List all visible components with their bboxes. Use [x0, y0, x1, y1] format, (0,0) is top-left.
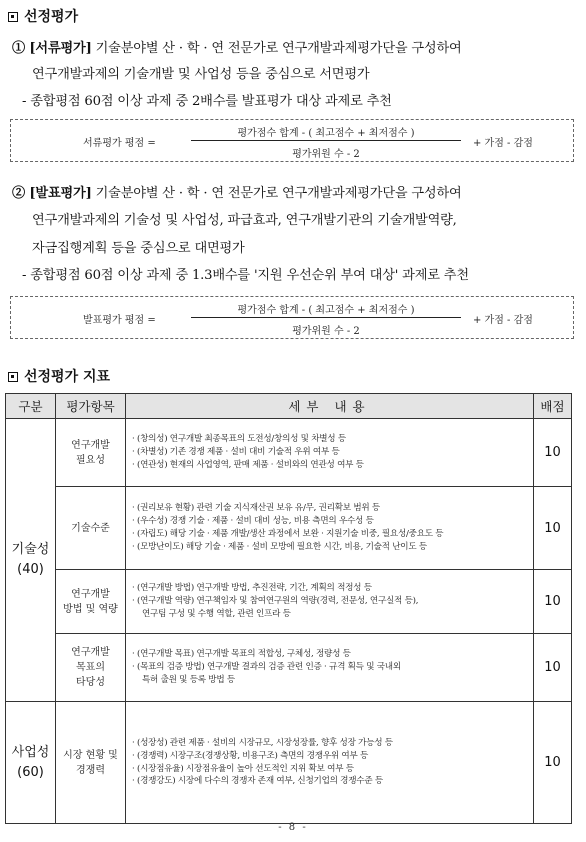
detail-cell: · (연구개발 목표) 연구개발 목표의 적합성, 구체성, 정량성 등 · (목표의 검증 방법) 연구개발 결과의 검증 관련 인증 · 규격 획득 및 국내외 특허 출원 및 등록 방법 등: [126, 634, 534, 702]
presentation-review-line3: 자금집행계획 등을 중심으로 대면평가: [32, 241, 245, 256]
document-review-line1: ① [서류평가] 기술분야별 산 · 학 · 연 전문가로 연구개발과제평가단을 구성하여: [12, 41, 462, 56]
score-cell: 10: [534, 702, 572, 824]
detail-cell: · (권리보유 현황) 관련 기술 지식재산권 보유 유/무, 권리확보 범위 등 · (우수성) 경쟁 기술 · 제품 · 설비 대비 성능, 비용 측면의 우수성 등 · (자립도) 해당 기술 · 제품 개발/생산 과정에서 보완 · 지원기술 비중, 필요성/중요도 등 · (모방난이도) 해당 기술 · 제품 · 설비 모방에 필요한 시간, 비용, 기술적 난이도 등: [126, 487, 534, 570]
eval-item: 연구개발 필요성: [56, 419, 126, 487]
eval-item: 시장 현황 및 경쟁력: [56, 702, 126, 824]
score-cell: 10: [534, 487, 572, 570]
document-review-line3: - 종합평점 60점 이상 과제 중 2배수를 발표평가 대상 과제로 추천: [22, 94, 392, 109]
formula-label: 발표평가 평점 =: [83, 315, 156, 326]
table-row: [6, 419, 572, 487]
category-technology: 기술성 (40): [6, 419, 56, 702]
detail-cell: · (성장성) 관련 제품 · 설비의 시장규모, 시장성장률, 향후 성장 가능성 등 · (경쟁력) 시장구조(경쟁상황, 비용구조) 측면의 경쟁우위 여부 등 · (시장점유율) 시장점유율이 높아 선도적인 지위 확보 여부 등 · (경쟁강도) 시장에 다수의 경쟁자 존재 여부, 신청기업의 경쟁수준 등: [126, 702, 534, 824]
formula-denominator: 평가위원 수 - 2: [292, 149, 360, 160]
header-detail: 세부 내용: [126, 394, 534, 419]
table-row: [6, 702, 572, 824]
header-score: 배점: [534, 394, 572, 419]
table-header-row: [6, 394, 572, 419]
document-review-formula: [10, 119, 574, 162]
section-heading-criteria: 선정평가 지표: [8, 366, 110, 386]
page-number: - 8 -: [278, 822, 308, 833]
formula-label: 서류평가 평점 =: [83, 138, 156, 149]
fraction-bar: [191, 140, 461, 141]
score-cell: 10: [534, 634, 572, 702]
presentation-review-formula: [10, 296, 574, 339]
presentation-review-line1: ② [발표평가] 기술분야별 산 · 학 · 연 전문가로 연구개발과제평가단을 구성하여: [12, 186, 462, 201]
category-business: 사업성 (60): [6, 702, 56, 824]
table-row: [6, 570, 572, 634]
detail-cell: · (연구개발 방법) 연구개발 방법, 추진전략, 기간, 계획의 적정성 등 · (연구개발 역량) 연구책임자 및 참여연구원의 역량(경력, 전문성, 연구실적 등), 연구팀 구성 및 수행 역할, 관련 인프라 등: [126, 570, 534, 634]
header-item: 평가항목: [56, 394, 126, 419]
eval-item: 기술수준: [56, 487, 126, 570]
formula-denominator: 평가위원 수 - 2: [292, 326, 360, 337]
score-cell: 10: [534, 419, 572, 487]
header-category: 구분: [6, 394, 56, 419]
detail-cell: · (창의성) 연구개발 최종목표의 도전성/창의성 및 차별성 등 · (차별성) 기존 경쟁 제품 · 설비 대비 기술적 우위 여부 등 · (연관성) 현재의 사업영역, 판매 제품 · 설비와의 연관성 여부 등: [126, 419, 534, 487]
table-row: [6, 487, 572, 570]
section-heading-selection: 선정평가: [8, 6, 78, 26]
presentation-review-line4: - 종합평점 60점 이상 과제 중 1.3배수를 '지원 우선순위 부여 대상' 과제로 추천: [22, 268, 469, 283]
formula-tail: + 가점 - 감점: [473, 315, 533, 326]
fraction-bar: [191, 317, 461, 318]
score-cell: 10: [534, 570, 572, 634]
formula-tail: + 가점 - 감점: [473, 138, 533, 149]
table-row: [6, 634, 572, 702]
formula-numerator: 평가점수 합계 - ( 최고점수 + 최저점수 ): [237, 305, 415, 316]
eval-item: 연구개발 방법 및 역량: [56, 570, 126, 634]
presentation-review-line2: 연구개발과제의 기술성 및 사업성, 파급효과, 연구개발기관의 기술개발역량,: [32, 213, 457, 228]
document-review-line2: 연구개발과제의 기술개발 및 사업성 등을 중심으로 서면평가: [32, 67, 370, 82]
formula-numerator: 평가점수 합계 - ( 최고점수 + 최저점수 ): [237, 128, 415, 139]
square-bullet-icon: [8, 372, 18, 382]
criteria-table: [5, 393, 572, 824]
square-bullet-icon: [8, 12, 18, 22]
eval-item: 연구개발 목표의 타당성: [56, 634, 126, 702]
